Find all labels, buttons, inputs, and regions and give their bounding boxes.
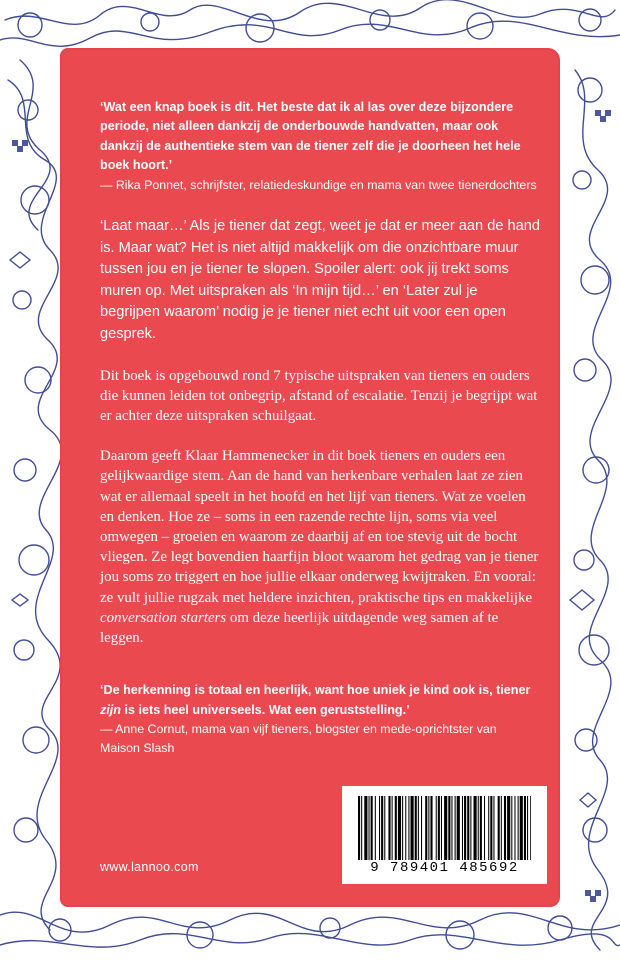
- barcode-bar: [425, 796, 427, 860]
- barcode-bar: [498, 796, 500, 860]
- barcode-bar: [464, 796, 466, 860]
- back-cover-text: [100, 98, 540, 759]
- barcode-bar: [444, 796, 447, 860]
- barcode-bar: [415, 796, 417, 860]
- body-paragraph-2: [100, 446, 540, 648]
- barcode-bar: [438, 796, 440, 860]
- barcode-bar: [369, 796, 370, 860]
- barcode-bar: [392, 796, 393, 860]
- isbn-number: 9 789401 485692: [370, 860, 519, 876]
- quote-bottom-end: is iets heel universeels. Wat een geruststelling.’: [121, 702, 410, 717]
- barcode-bar: [388, 796, 390, 860]
- body-paragraph-2-italic: conversation starters: [100, 609, 227, 626]
- barcode-bar: [430, 796, 432, 860]
- barcode-bar: [507, 796, 510, 860]
- barcode-bar: [448, 796, 450, 860]
- barcode-bar: [501, 796, 502, 860]
- barcode-bar: [518, 796, 519, 860]
- barcode-bar: [375, 796, 376, 860]
- barcode-bar: [520, 796, 523, 860]
- barcode-bar: [504, 796, 506, 860]
- publisher-website[interactable]: www.lannoo.com: [100, 860, 199, 874]
- quote-top: ‘Wat een knap boek is dit. Het beste dat ik al las over deze bijzondere periode, niet alleen dankzij de onderbouwde handvatten, maar ook dankzij de authentieke stem van de tiener zelf die je doorheen het hele boek hoort.’: [100, 100, 521, 173]
- barcode-bar: [436, 796, 437, 860]
- quote-bottom-attribution: — Anne Cornut, mama van vijf tieners, blogster en mede-oprichtster van Maison Slash: [100, 722, 497, 756]
- body-paragraph-2-text: Daarom geeft Klaar Hammenecker in dit boek tieners en ouders een gelijkwaardige stem. Aan de hand van herkenbare verhalen laat ze zien wat er allemaal speelt in het hoofd en het lijf van tieners. Wat ze voelen en denken. Hoe ze – soms in een razende rechte lijn, soms via veel omwegen – groeien en waarom ze daarbij af en toe stevig uit de bocht vliegen. Ze legt bovendien haarfijn bloot waarom het gedrag van je tiener jou soms zo triggert en hoe jullie elkaar onderweg kwijtraken. En vooral: ze vult jullie rugzak met heldere inzichten, praktische tips en makkelijke: [100, 448, 539, 606]
- barcode-box: [342, 786, 547, 884]
- barcode-bar: [402, 796, 403, 860]
- barcode-bar: [484, 796, 485, 860]
- barcode-bar: [381, 796, 383, 860]
- barcode-bar: [405, 796, 406, 860]
- barcode-bar: [530, 796, 531, 860]
- barcode-bar: [398, 796, 401, 860]
- barcode-bar: [395, 796, 397, 860]
- barcode-bar: [524, 796, 526, 860]
- barcode-icon: [358, 796, 531, 860]
- barcode-bar: [408, 796, 409, 860]
- barcode-bar: [441, 796, 442, 860]
- lead-paragraph: ‘Laat maar…’ Als je tiener dat zegt, weet je dat er meer aan de hand is. Maar wat? Het is niet altijd makkelijk om die onzichtbare muur tussen jou en je tiener te slopen. Spoiler alert: ook jij trekt soms muren op. Met uitspraken als ‘In mijn tijd…’ en ‘Later zul je begrijpen waarom’ nodig je je tiener niet echt uit voor een open gesprek.: [100, 218, 540, 342]
- barcode-bar: [462, 796, 463, 860]
- barcode-bar: [451, 796, 452, 860]
- quote-top-attribution: — Rika Ponnet, schrijfster, relatiedeskundige en mama van twee tienerdochters: [100, 177, 537, 192]
- body-paragraph-1: Dit boek is opgebouwd rond 7 typische uitspraken van tieners en ouders die kunnen leiden tot onbegrip, afstand of escalatie. Tenzij je begrijpt wat er achter deze uitspraken schuilgaat.: [100, 367, 538, 424]
- barcode-bar: [418, 796, 419, 860]
- barcode-bar: [455, 796, 456, 860]
- barcode-bar: [457, 796, 460, 860]
- barcode-bar: [428, 796, 429, 860]
- barcode-bar: [411, 796, 414, 860]
- barcode-bar: [514, 796, 515, 860]
- barcode-bar: [474, 796, 477, 860]
- barcode-bar: [480, 796, 482, 860]
- barcode-bar: [493, 796, 494, 860]
- barcode-bar: [478, 796, 479, 860]
- quote-bottom: [100, 681, 540, 720]
- barcode-bar: [358, 796, 360, 860]
- barcode-bar: [511, 796, 512, 860]
- barcode-bar: [527, 796, 528, 860]
- body-paragraph-2-end: om deze heerlijk uitdagende weg samen af te leggen.: [100, 609, 499, 647]
- barcode-bar: [379, 796, 380, 860]
- barcode-bar: [467, 796, 469, 860]
- barcode-bar: [361, 796, 362, 860]
- barcode-bar: [470, 796, 471, 860]
- barcode-bar: [371, 796, 373, 860]
- barcode-bar: [364, 796, 367, 860]
- barcode-bar: [490, 796, 492, 860]
- barcode-bar: [488, 796, 489, 860]
- barcode-bar: [384, 796, 385, 860]
- barcode-bar: [421, 796, 422, 860]
- quote-bottom-text: ‘De herkenning is totaal en heerlijk, want hoe uniek je kind ook is, tiener: [100, 683, 531, 698]
- quote-bottom-italic: zijn: [100, 702, 121, 717]
